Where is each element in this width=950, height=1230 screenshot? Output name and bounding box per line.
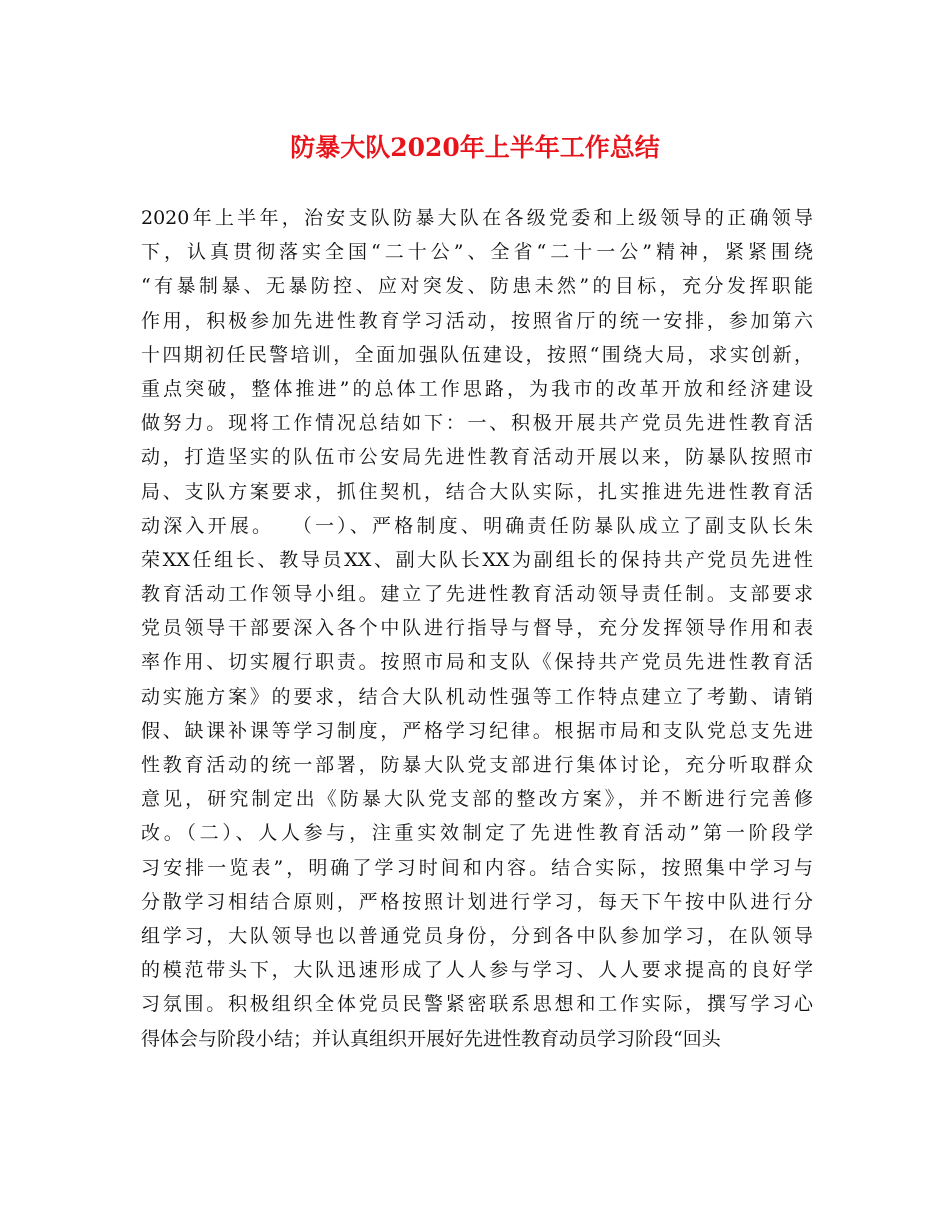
body-line-24: 习氛围。积极组织全体党员民警紧密联系思想和工作实际，撰写学习心 [141, 993, 813, 1016]
body-line-21: 分散学习相结合原则，严格按照计划进行学习，每天下午按中队进行分 [141, 890, 813, 913]
body-line-6: 重点突破，整体推进”的总体工作思路，为我市的改革开放和经济建设 [141, 377, 813, 400]
body-line-14: 率作用、切实履行职责。按照市局和支队《保持共产党员先进性教育活 [141, 651, 813, 674]
document-title: 防暴大队2020年上半年工作总结 [290, 133, 660, 162]
body-line-12: 教育活动工作领导小组。建立了先进性教育活动领导责任制。支部要求 [141, 583, 813, 606]
body-line-15: 动实施方案》的要求，结合大队机动性强等工作特点建立了考勤、请销 [141, 685, 813, 708]
body-line-4: 作用，积极参加先进性教育学习活动，按照省厅的统一安排，参加第六 [141, 309, 813, 332]
body-line-20: 习安排一览表”，明确了学习时间和内容。结合实际，按照集中学习与 [141, 856, 813, 879]
document-body [141, 201, 813, 1056]
body-line-17: 性教育活动的统一部署，防暴大队党支部进行集体讨论，充分听取群众 [141, 754, 813, 776]
body-line-18: 意见，研究制定出《防暴大队党支部的整改方案》，并不断进行完善修 [141, 788, 813, 811]
body-line-19: 改。（二）、人人参与，注重实效制定了先进性教育活动”第一阶段学 [141, 822, 813, 845]
body-line-25: 得体会与阶段小结；并认真组织开展好先进性教育动员学习阶段“回头 [141, 1027, 721, 1050]
body-line-9: 局、支队方案要求，抓住契机，结合大队实际，扎实推进先进性教育活 [141, 480, 813, 503]
body-line-5: 十四期初任民警培训，全面加强队伍建设，按照“围绕大局，求实创新， [141, 343, 813, 366]
body-line-22: 组学习，大队领导也以普通党员身份，分到各中队参加学习，在队领导 [141, 924, 813, 947]
body-line-11: 荣XX任组长、教导员XX、副大队长XX为副组长的保持共产党员先进性 [141, 548, 813, 571]
body-line-2: 下，认真贯彻落实全国“二十公”、全省“二十一公”精神，紧紧围绕 [141, 241, 813, 264]
body-line-7: 做努力。现将工作情况总结如下：一、积极开展共产党员先进性教育活 [141, 412, 813, 435]
body-line-23: 的模范带头下，大队迅速形成了人人参与学习、人人要求提高的良好学 [141, 959, 813, 982]
body-line-13: 党员领导干部要深入各个中队进行指导与督导，充分发挥领导作用和表 [141, 617, 813, 640]
body-line-8: 动，打造坚实的队伍市公安局先进性教育活动开展以来，防暴队按照市 [141, 446, 813, 469]
body-line-10: 动深入开展。 （一）、严格制度、明确责任防暴队成立了副支队长朱 [141, 514, 813, 537]
body-line-1: 2020年上半年，治安支队防暴大队在各级党委和上级领导的正确领导 [141, 207, 813, 229]
body-line-16: 假、缺课补课等学习制度，严格学习纪律。根据市局和支队党总支先进 [141, 719, 813, 742]
body-line-3: “有暴制暴、无暴防控、应对突发、防患未然”的目标，充分发挥职能 [141, 275, 813, 298]
